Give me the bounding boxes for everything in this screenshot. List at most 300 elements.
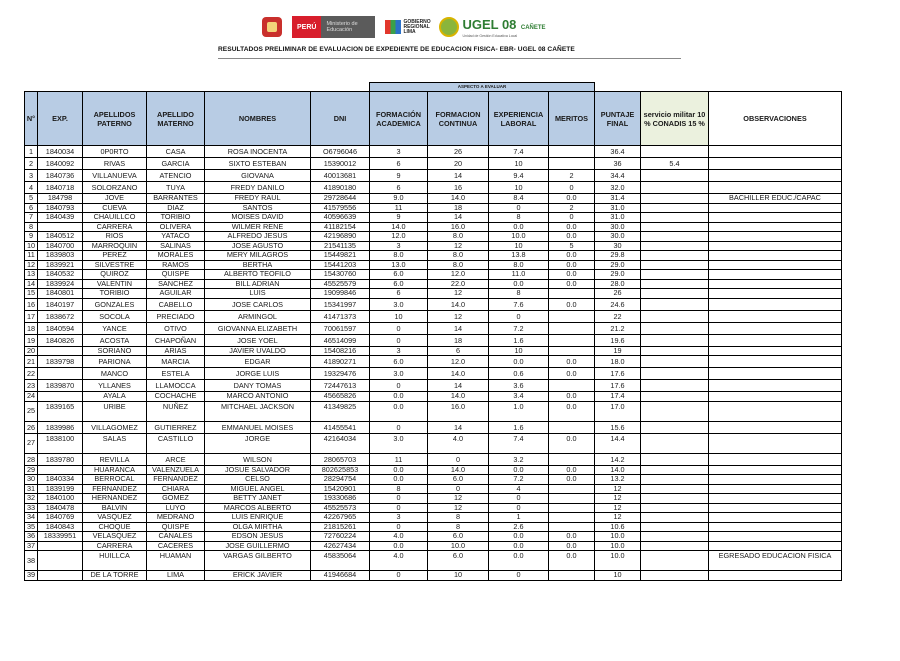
- cell-meritos: 0.0: [549, 551, 595, 571]
- cell-dni: 45835064: [311, 551, 370, 571]
- cell-formacion-academica: 9: [370, 170, 428, 182]
- cell-row-number: 11: [25, 251, 38, 261]
- cell-puntaje-final: 24.6: [595, 298, 641, 310]
- cell-observaciones: [709, 270, 842, 280]
- cell-row-number: 13: [25, 270, 38, 280]
- cell-servicio-militar: [641, 494, 709, 504]
- cell-apellido-materno: CANALES: [147, 532, 205, 542]
- cell-row-number: 6: [25, 203, 38, 213]
- cell-nombres: BETTY JANET: [205, 494, 311, 504]
- table-row: [25, 203, 842, 213]
- cell-formacion-academica: 11: [370, 203, 428, 213]
- cell-observaciones: [709, 289, 842, 299]
- cell-meritos: [549, 513, 595, 523]
- cell-apellido-materno: ARCE: [147, 453, 205, 465]
- cell-meritos: 0.0: [549, 298, 595, 310]
- cell-servicio-militar: [641, 194, 709, 204]
- cell-apellido-paterno: VELASQUEZ: [83, 532, 147, 542]
- table-row: [25, 401, 842, 421]
- cell-nombres: ALBERTO TEOFILO: [205, 270, 311, 280]
- cell-dni: 28294754: [311, 475, 370, 485]
- cell-servicio-militar: [641, 551, 709, 571]
- cell-dni: 40596639: [311, 213, 370, 223]
- col-header-n: N°: [25, 92, 38, 146]
- cell-observaciones: [709, 213, 842, 223]
- cell-servicio-militar: [641, 203, 709, 213]
- cell-formacion-continua: 14: [428, 170, 489, 182]
- cell-meritos: 0.0: [549, 532, 595, 542]
- cell-observaciones: [709, 380, 842, 392]
- cell-meritos: [549, 484, 595, 494]
- cell-apellido-materno: RAMOS: [147, 260, 205, 270]
- cell-puntaje-final: 10.0: [595, 551, 641, 571]
- cell-nombres: MIGUEL ANGEL: [205, 484, 311, 494]
- cell-row-number: 5: [25, 194, 38, 204]
- cell-row-number: 8: [25, 222, 38, 232]
- table-row: [25, 158, 842, 170]
- col-header-final: PUNTAJE FINAL: [595, 92, 641, 146]
- table-row: [25, 213, 842, 223]
- cell-apellido-materno: SALINAS: [147, 241, 205, 251]
- table-row: [25, 232, 842, 242]
- table-row: [25, 241, 842, 251]
- cell-apellido-paterno: YLLANES: [83, 380, 147, 392]
- cell-nombres: BILL ADRIAN: [205, 279, 311, 289]
- table-row: [25, 222, 842, 232]
- cell-row-number: 17: [25, 310, 38, 322]
- cell-nombres: MARCOS ALBERTO: [205, 503, 311, 513]
- table-row: [25, 571, 842, 581]
- cell-dni: 15341997: [311, 298, 370, 310]
- cell-expediente: 1840092: [38, 158, 83, 170]
- cell-nombres: EDSON JESUS: [205, 532, 311, 542]
- cell-puntaje-final: 30.0: [595, 232, 641, 242]
- cell-servicio-militar: [641, 310, 709, 322]
- cell-apellido-paterno: VILLAGOMEZ: [83, 421, 147, 433]
- cell-apellido-materno: CACERES: [147, 541, 205, 551]
- cell-nombres: ALFREDO JESUS: [205, 232, 311, 242]
- cell-apellido-materno: MARCIA: [147, 356, 205, 368]
- cell-expediente: 1840100: [38, 494, 83, 504]
- cell-observaciones: [709, 310, 842, 322]
- cell-row-number: 19: [25, 334, 38, 346]
- cell-observaciones: [709, 503, 842, 513]
- cell-puntaje-final: 29.0: [595, 260, 641, 270]
- cell-meritos: [549, 158, 595, 170]
- ugel-emblem-icon: [439, 17, 459, 37]
- cell-puntaje-final: 12: [595, 503, 641, 513]
- cell-apellido-paterno: CUEVA: [83, 203, 147, 213]
- table-row: [25, 270, 842, 280]
- cell-formacion-continua: 12.0: [428, 270, 489, 280]
- cell-puntaje-final: 17.6: [595, 368, 641, 380]
- cell-row-number: 18: [25, 322, 38, 334]
- cell-dni: 15430760: [311, 270, 370, 280]
- cell-observaciones: [709, 475, 842, 485]
- cell-formacion-academica: 6.0: [370, 356, 428, 368]
- cell-apellido-materno: OLIVERA: [147, 222, 205, 232]
- cell-row-number: 9: [25, 232, 38, 242]
- cell-servicio-militar: [641, 146, 709, 158]
- cell-servicio-militar: [641, 232, 709, 242]
- cell-formacion-continua: 8.0: [428, 251, 489, 261]
- cell-meritos: 0.0: [549, 260, 595, 270]
- cell-row-number: 31: [25, 484, 38, 494]
- cell-meritos: [549, 421, 595, 433]
- cell-formacion-continua: 14.0: [428, 392, 489, 402]
- cell-observaciones: [709, 279, 842, 289]
- cell-apellido-paterno: BERROCAL: [83, 475, 147, 485]
- cell-meritos: [549, 346, 595, 356]
- cell-servicio-militar: [641, 289, 709, 299]
- cell-meritos: 0.0: [549, 541, 595, 551]
- cell-apellido-materno: YATACO: [147, 232, 205, 242]
- cell-experiencia-laboral: 3.4: [489, 392, 549, 402]
- cell-formacion-continua: 0: [428, 484, 489, 494]
- cell-dni: 40013681: [311, 170, 370, 182]
- cell-experiencia-laboral: 0: [489, 571, 549, 581]
- col-header-dni: DNI: [311, 92, 370, 146]
- cell-dni: 41946684: [311, 571, 370, 581]
- cell-expediente: 1839165: [38, 401, 83, 421]
- cell-row-number: 15: [25, 289, 38, 299]
- cell-servicio-militar: [641, 346, 709, 356]
- cell-formacion-academica: 14.0: [370, 222, 428, 232]
- table-row: [25, 251, 842, 261]
- cell-apellido-paterno: QUIROZ: [83, 270, 147, 280]
- cell-meritos: 0: [549, 213, 595, 223]
- cell-servicio-militar: [641, 260, 709, 270]
- cell-formacion-continua: 16.0: [428, 222, 489, 232]
- cell-meritos: [549, 380, 595, 392]
- cell-nombres: ROSA INOCENTA: [205, 146, 311, 158]
- cell-observaciones: [709, 541, 842, 551]
- cell-servicio-militar: [641, 170, 709, 182]
- cell-row-number: 35: [25, 522, 38, 532]
- cell-experiencia-laboral: 0.0: [489, 356, 549, 368]
- cell-formacion-continua: 14.0: [428, 465, 489, 475]
- cell-meritos: 5: [549, 241, 595, 251]
- cell-meritos: 2: [549, 203, 595, 213]
- cell-experiencia-laboral: 1.6: [489, 421, 549, 433]
- cell-dni: 45665826: [311, 392, 370, 402]
- cell-puntaje-final: 12: [595, 513, 641, 523]
- cell-dni: 41455541: [311, 421, 370, 433]
- cell-apellido-paterno: ACOSTA: [83, 334, 147, 346]
- cell-formacion-academica: 0: [370, 421, 428, 433]
- cell-puntaje-final: 17.6: [595, 380, 641, 392]
- cell-experiencia-laboral: 0: [489, 310, 549, 322]
- cell-experiencia-laboral: 10.0: [489, 232, 549, 242]
- cell-apellido-paterno: RIOS: [83, 232, 147, 242]
- cell-nombres: JOSE GUILLERMO: [205, 541, 311, 551]
- cell-observaciones: [709, 182, 842, 194]
- cell-nombres: ERICK JAVIER: [205, 571, 311, 581]
- cell-dni: 29728644: [311, 194, 370, 204]
- cell-apellido-paterno: PARIONA: [83, 356, 147, 368]
- col-header-paterno: APELLIDOS PATERNO: [83, 92, 147, 146]
- cell-formacion-academica: 6: [370, 182, 428, 194]
- cell-formacion-continua: 14.0: [428, 194, 489, 204]
- cell-apellido-materno: CASTILLO: [147, 433, 205, 453]
- cell-formacion-continua: 16.0: [428, 401, 489, 421]
- cell-puntaje-final: 13.2: [595, 475, 641, 485]
- cell-apellido-materno: VALENZUELA: [147, 465, 205, 475]
- cell-row-number: 37: [25, 541, 38, 551]
- col-header-nombres: NOMBRES: [205, 92, 311, 146]
- cell-apellido-materno: CHAPOÑAN: [147, 334, 205, 346]
- cell-experiencia-laboral: 2.6: [489, 522, 549, 532]
- cell-formacion-academica: 6: [370, 158, 428, 170]
- ugel-logo: [439, 16, 545, 38]
- cell-meritos: 0.0: [549, 368, 595, 380]
- cell-apellido-paterno: CHAUILLCO: [83, 213, 147, 223]
- cell-apellido-paterno: BALVIN: [83, 503, 147, 513]
- cell-meritos: 0.0: [549, 194, 595, 204]
- cell-row-number: 24: [25, 392, 38, 402]
- cell-row-number: 25: [25, 401, 38, 421]
- cell-meritos: 0.0: [549, 251, 595, 261]
- cell-formacion-continua: 12: [428, 494, 489, 504]
- cell-nombres: EMMANUEL MOISES: [205, 421, 311, 433]
- cell-nombres: WILMER RENE: [205, 222, 311, 232]
- cell-observaciones: [709, 571, 842, 581]
- cell-puntaje-final: 10: [595, 571, 641, 581]
- cell-apellido-paterno: YANCE: [83, 322, 147, 334]
- cell-formacion-continua: 12: [428, 310, 489, 322]
- table-row: [25, 392, 842, 402]
- cell-observaciones: [709, 322, 842, 334]
- cell-row-number: 36: [25, 532, 38, 542]
- cell-apellido-paterno: FERNANDEZ: [83, 484, 147, 494]
- cell-experiencia-laboral: 7.4: [489, 433, 549, 453]
- cell-servicio-militar: [641, 522, 709, 532]
- cell-apellido-materno: GUTIERREZ: [147, 421, 205, 433]
- cell-meritos: [549, 322, 595, 334]
- cell-observaciones: [709, 532, 842, 542]
- cell-apellido-materno: GARCIA: [147, 158, 205, 170]
- cell-nombres: MARCO ANTONIO: [205, 392, 311, 402]
- table-row: [25, 322, 842, 334]
- cell-servicio-militar: [641, 541, 709, 551]
- cell-observaciones: [709, 484, 842, 494]
- cell-formacion-academica: 3.0: [370, 433, 428, 453]
- lima-logo-mark: [385, 20, 401, 34]
- cell-servicio-militar: [641, 513, 709, 523]
- cell-observaciones: [709, 392, 842, 402]
- table-row: [25, 298, 842, 310]
- cell-servicio-militar: [641, 532, 709, 542]
- cell-formacion-academica: 6.0: [370, 279, 428, 289]
- cell-expediente: 1840843: [38, 522, 83, 532]
- cell-expediente: 1840826: [38, 334, 83, 346]
- cell-servicio-militar: [641, 503, 709, 513]
- table-row: [25, 475, 842, 485]
- cell-servicio-militar: [641, 392, 709, 402]
- cell-meritos: 0.0: [549, 222, 595, 232]
- cell-puntaje-final: 32.0: [595, 182, 641, 194]
- cell-servicio-militar: [641, 241, 709, 251]
- peru-logo-text: PERÚ: [292, 16, 321, 38]
- cell-meritos: [549, 146, 595, 158]
- table-row: [25, 453, 842, 465]
- cell-formacion-continua: 14: [428, 213, 489, 223]
- cell-formacion-continua: 8.0: [428, 260, 489, 270]
- cell-servicio-militar: [641, 322, 709, 334]
- cell-experiencia-laboral: 8: [489, 213, 549, 223]
- cell-dni: 802625853: [311, 465, 370, 475]
- cell-dni: 15390012: [311, 158, 370, 170]
- cell-experiencia-laboral: 0: [489, 203, 549, 213]
- cell-nombres: JOSE YOEL: [205, 334, 311, 346]
- cell-experiencia-laboral: 0.6: [489, 368, 549, 380]
- cell-meritos: [549, 289, 595, 299]
- ugel-logo-subtitle: Unidad de Gestión Educativa Local: [462, 34, 518, 38]
- cell-formacion-academica: 0: [370, 522, 428, 532]
- cell-formacion-continua: 16: [428, 182, 489, 194]
- cell-experiencia-laboral: 7.6: [489, 298, 549, 310]
- table-row: [25, 182, 842, 194]
- cell-servicio-militar: [641, 222, 709, 232]
- cell-puntaje-final: 30.0: [595, 222, 641, 232]
- cell-formacion-continua: 0: [428, 453, 489, 465]
- cell-puntaje-final: 29.0: [595, 270, 641, 280]
- cell-apellido-paterno: URIBE: [83, 401, 147, 421]
- cell-dni: 19330686: [311, 494, 370, 504]
- cell-puntaje-final: 26: [595, 289, 641, 299]
- cell-puntaje-final: 19: [595, 346, 641, 356]
- cell-apellido-paterno: AYALA: [83, 392, 147, 402]
- cell-meritos: 0.0: [549, 392, 595, 402]
- cell-dni: 19099846: [311, 289, 370, 299]
- results-table-body: [25, 146, 842, 581]
- cell-expediente: 18339951: [38, 532, 83, 542]
- cell-servicio-militar: [641, 401, 709, 421]
- cell-formacion-academica: 8: [370, 484, 428, 494]
- cell-formacion-academica: 0.0: [370, 465, 428, 475]
- cell-expediente: 1840334: [38, 475, 83, 485]
- cell-formacion-academica: 3: [370, 346, 428, 356]
- cell-expediente: 1840700: [38, 241, 83, 251]
- cell-dni: 15449821: [311, 251, 370, 261]
- cell-expediente: 1839199: [38, 484, 83, 494]
- cell-meritos: 0.0: [549, 475, 595, 485]
- col-header-militar: servicio militar 10 % CONADIS 15 %: [641, 92, 709, 146]
- cell-puntaje-final: 18.0: [595, 356, 641, 368]
- cell-puntaje-final: 14.4: [595, 433, 641, 453]
- results-table: [24, 82, 842, 581]
- cell-dni: 41579556: [311, 203, 370, 213]
- col-header-observaciones: OBSERVACIONES: [709, 92, 842, 146]
- table-row: [25, 310, 842, 322]
- cell-apellido-materno: CASA: [147, 146, 205, 158]
- table-row: [25, 334, 842, 346]
- cell-apellido-materno: LIMA: [147, 571, 205, 581]
- cell-servicio-militar: [641, 356, 709, 368]
- table-row: [25, 356, 842, 368]
- cell-row-number: 21: [25, 356, 38, 368]
- cell-observaciones: [709, 494, 842, 504]
- aspect-header: ASPECTO A EVALUAR: [370, 83, 595, 92]
- table-row: [25, 433, 842, 453]
- cell-expediente: 1839803: [38, 251, 83, 261]
- cell-dni: 15408216: [311, 346, 370, 356]
- cell-apellido-materno: QUISPE: [147, 522, 205, 532]
- cell-observaciones: [709, 158, 842, 170]
- cell-experiencia-laboral: 7.2: [489, 322, 549, 334]
- cell-apellido-paterno: VALENTIN: [83, 279, 147, 289]
- cell-nombres: ARMINGOL: [205, 310, 311, 322]
- cell-observaciones: [709, 170, 842, 182]
- cell-expediente: 184798: [38, 194, 83, 204]
- cell-meritos: 0.0: [549, 356, 595, 368]
- cell-apellido-materno: QUISPE: [147, 270, 205, 280]
- cell-observaciones: [709, 421, 842, 433]
- cell-experiencia-laboral: 7.4: [489, 146, 549, 158]
- cell-row-number: 27: [25, 433, 38, 453]
- cell-formacion-continua: 10.0: [428, 541, 489, 551]
- cell-apellido-paterno: SILVESTRE: [83, 260, 147, 270]
- cell-dni: 21541135: [311, 241, 370, 251]
- cell-nombres: FREDY RAUL: [205, 194, 311, 204]
- cell-puntaje-final: 29.8: [595, 251, 641, 261]
- cell-formacion-academica: 8.0: [370, 251, 428, 261]
- table-row: [25, 532, 842, 542]
- cell-row-number: 38: [25, 551, 38, 571]
- cell-row-number: 23: [25, 380, 38, 392]
- cell-servicio-militar: [641, 571, 709, 581]
- cell-apellido-materno: MORALES: [147, 251, 205, 261]
- cell-expediente: 1840532: [38, 270, 83, 280]
- cell-dni: 21815261: [311, 522, 370, 532]
- cell-observaciones: [709, 522, 842, 532]
- cell-apellido-materno: MEDRANO: [147, 513, 205, 523]
- cell-observaciones: [709, 513, 842, 523]
- cell-observaciones: [709, 368, 842, 380]
- cell-nombres: LUIS: [205, 289, 311, 299]
- cell-experiencia-laboral: 0.0: [489, 551, 549, 571]
- cell-apellido-paterno: PEREZ: [83, 251, 147, 261]
- cell-expediente: 1840793: [38, 203, 83, 213]
- cell-experiencia-laboral: 1.6: [489, 334, 549, 346]
- cell-expediente: 1838672: [38, 310, 83, 322]
- cell-meritos: [549, 522, 595, 532]
- cell-dni: 42196890: [311, 232, 370, 242]
- cell-expediente: [38, 346, 83, 356]
- cell-expediente: [38, 465, 83, 475]
- header-logos: [262, 14, 546, 40]
- cell-puntaje-final: 10.6: [595, 522, 641, 532]
- cell-formacion-academica: 3.0: [370, 368, 428, 380]
- cell-apellido-materno: FERNANDEZ: [147, 475, 205, 485]
- cell-formacion-academica: 0.0: [370, 541, 428, 551]
- cell-expediente: 1840718: [38, 182, 83, 194]
- cell-expediente: 1839798: [38, 356, 83, 368]
- cell-row-number: 34: [25, 513, 38, 523]
- col-header-meritos: MERITOS: [549, 92, 595, 146]
- cell-nombres: WILSON: [205, 453, 311, 465]
- cell-apellido-paterno: SALAS: [83, 433, 147, 453]
- cell-dni: 41890271: [311, 356, 370, 368]
- cell-formacion-continua: 20: [428, 158, 489, 170]
- cell-experiencia-laboral: 8: [489, 289, 549, 299]
- cell-dni: 41890180: [311, 182, 370, 194]
- cell-nombres: BERTHA: [205, 260, 311, 270]
- col-header-laboral: EXPERIENCIA LABORAL: [489, 92, 549, 146]
- table-row: [25, 170, 842, 182]
- cell-apellido-materno: NUÑEZ: [147, 401, 205, 421]
- cell-experiencia-laboral: 3.2: [489, 453, 549, 465]
